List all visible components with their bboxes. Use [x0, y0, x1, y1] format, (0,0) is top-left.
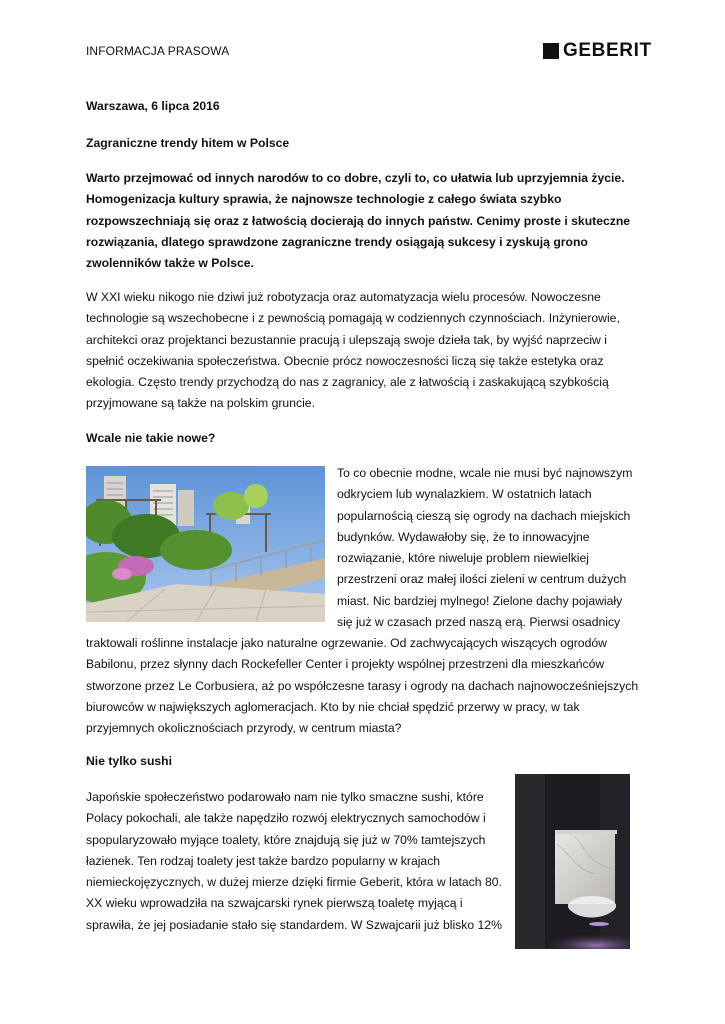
section1-line: miast. Nic bardziej mylnego! Zielone dachy pojawiały: [337, 593, 623, 608]
geberit-logo: [543, 41, 652, 61]
section1-full-text: [86, 633, 642, 739]
shower-toilet-image: [515, 774, 630, 949]
header-label: INFORMACJA PRASOWA: [86, 44, 230, 58]
section2-heading: Nie tylko sushi: [86, 754, 173, 768]
date-line: Warszawa, 6 lipca 2016: [86, 99, 220, 113]
section2-line: XX wieku wprowadziła na szwajcarski rynek pierwszą toaletę myjącą i: [86, 896, 463, 911]
lead-line: rozpowszechniają się oraz z łatwością docierają do innych państw. Cenimy proste i skuteczne: [86, 213, 631, 228]
section1-line: traktowali roślinne instalacje jako naturalne ogrzewanie. Od zachwycających wiszących ogrodów: [86, 636, 607, 650]
rooftop-garden-image: [86, 466, 325, 622]
intro-line: architekci oraz projektanci bezustannie pracują i ulepszają swoje dzieła tak, by wyjść naprzeciw i: [86, 332, 607, 347]
section1-line: budynków. Wydawałoby się, że to innowacyjne: [337, 529, 590, 544]
logo-text: GEBERIT: [563, 40, 652, 61]
section1-line: odkryciem lub wynalazkiem. W ostatnich latach: [337, 487, 592, 502]
section2-line: łazienek. Ten rodzaj toalety jest także bardzo popularny w krajach: [86, 853, 441, 868]
page-title: Zagraniczne trendy hitem w Polsce: [86, 136, 290, 150]
section2-line: spopularyzowało myjące toalety, które znajdują się już w 70% tamtejszych: [86, 832, 486, 847]
section1-line: stworzone przez Le Corbusiera, aż po współczesne tarasy i ogrody na dachach najnowocześniejszych: [86, 678, 639, 693]
section2-left-text: [86, 787, 506, 936]
section1-line: biurowców w największych aglomeracjach. Kto by nie chciał spędzić przerwy w pracy, w tak: [86, 699, 580, 714]
intro-line: spełnić oczekiwania społeczeństwa. Obecnie prócz nowoczesności liczą się także estetyka oraz: [86, 353, 604, 368]
logo-square-icon: [543, 43, 559, 59]
section1-line: się już w czasach przed naszą erą. Pierwsi osadnicy: [337, 615, 621, 630]
section1-line: To co obecnie modne, wcale nie musi być najnowszym: [337, 466, 633, 480]
section1-line: popularnością cieszą się ogrody na dachach miejskich: [337, 508, 631, 523]
section2-line: Polacy pokochali, ale także napędziło rozwój elektrycznych samochodów i: [86, 811, 486, 826]
intro-paragraph: [86, 287, 642, 415]
section2-line: niemieckojęzycznych, w dużej mierze dzięki firmie Geberit, która w latach 80.: [86, 875, 502, 890]
lead-line: rozwiązania, dlatego sprawdzone zagraniczne trendy osiągają sukcesy i zyskują grono: [86, 234, 588, 249]
section1-line: rozwiązanie, które niweluje problem niewielkiej: [337, 551, 589, 566]
section1-line: przestrzeni oraz małej ilości zieleni w centrum dużych: [337, 572, 627, 587]
intro-line: W XXI wieku nikogo nie dziwi już robotyzacja oraz automatyzacja wielu procesów. Nowoczesne: [86, 290, 601, 304]
section1-right-text: [337, 463, 642, 633]
section2-line: Japońskie społeczeństwo podarowało nam nie tylko smaczne sushi, które: [86, 790, 484, 804]
section1-line: przyjemnych okolicznościach przyrody, w centrum miasta?: [86, 721, 402, 736]
section1-line: Babilonu, przez słynny dach Rockefeller Center i projekty wspólnej przestrzeni dla mieszkańców: [86, 657, 605, 672]
lead-paragraph: [86, 168, 642, 274]
section2-line: sprawiła, że jej posiadanie stało się standardem. W Szwajcarii już blisko 12%: [86, 917, 502, 932]
section1-heading: Wcale nie takie nowe?: [86, 431, 216, 445]
lead-line: Warto przejmować od innych narodów to co dobre, czyli to, co ułatwia lub uprzyjemnia życie.: [86, 171, 625, 185]
lead-line: zwolenników także w Polsce.: [86, 256, 254, 271]
intro-line: technologie są wszechobecne i z pewnością pomagają w codziennych czynnościach. Inżynierowie,: [86, 311, 620, 326]
intro-line: ekologia. Często trendy przychodzą do nas z zagranicy, ale z łatwością i zaskakującą szybkością: [86, 375, 609, 390]
intro-line: przyjmowane są także na polskim gruncie.: [86, 396, 315, 411]
lead-line: Homogenizacja kultury sprawia, że najnowsze technologie z całego świata szybko: [86, 192, 562, 207]
